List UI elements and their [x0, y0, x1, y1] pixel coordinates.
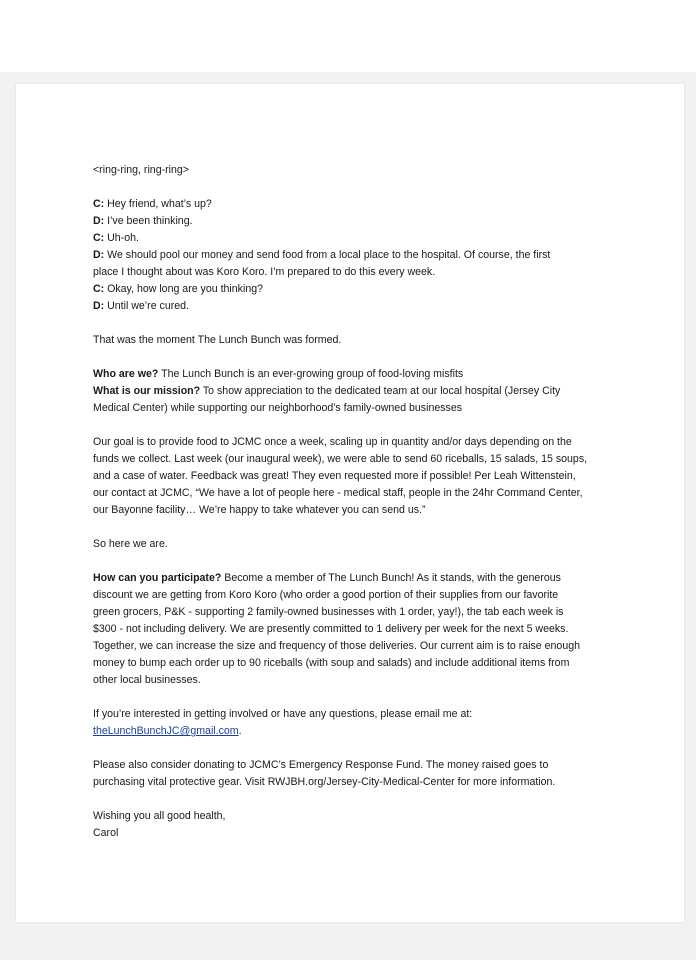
dialogue-line: D: Until we’re cured. — [93, 300, 189, 312]
paragraph-line: Please also consider donating to JCMC’s Emergency Response Fund. The money raised goes to — [93, 759, 549, 771]
paragraph-line: funds we collect. Last week (our inaugural week), we were able to send 60 riceballs, 15 salads, 15 soups, — [93, 453, 588, 465]
paragraph-line: green grocers, P&K - supporting 2 family-owned businesses with 1 order, yay!), the tab each week is — [93, 606, 564, 618]
goal-paragraph — [93, 434, 603, 519]
paragraph-line: our contact at JCMC, “We have a lot of people here - medical staff, people in the 24hr Command Center, — [93, 487, 583, 499]
paragraph-line: $300 - not including delivery. We are presently committed to 1 delivery per week for the next 5 weeks. — [93, 623, 569, 635]
paragraph-line: Our goal is to provide food to JCMC once a week, scaling up in quantity and/or days depending on the — [93, 436, 572, 448]
dialogue-line: D: We should pool our money and send food from a local place to the hospital. Of course, the first — [93, 249, 551, 261]
email-link[interactable]: theLunchBunchJC@gmail.com — [93, 725, 239, 737]
paragraph-line: purchasing vital protective gear. Visit RWJBH.org/Jersey-City-Medical-Center for more information. — [93, 776, 556, 788]
who-are-we: Who are we? The Lunch Bunch is an ever-growing group of food-loving misfits — [93, 368, 464, 380]
paragraph-line: our Bayonne facility… We’re happy to take whatever you can send us.” — [93, 504, 426, 516]
donate-paragraph — [93, 757, 603, 791]
dialogue-line: D: I’ve been thinking. — [93, 215, 193, 227]
dialogue — [93, 196, 603, 315]
email-line: theLunchBunchJC@gmail.com. — [93, 725, 242, 737]
dialogue-line: C: Hey friend, what’s up? — [93, 198, 212, 210]
paragraph-line: other local businesses. — [93, 674, 201, 686]
paragraph-line: money to bump each order up to 90 riceballs (with soup and salads) and include additional items from — [93, 657, 570, 669]
paragraph-line: and a case of water. Feedback was great! They even requested more if possible! Per Leah Wittenstein, — [93, 470, 576, 482]
here-we-are: So here we are. — [93, 538, 168, 550]
paragraph-line: discount we are getting from Koro Koro (who order a good portion of their supplies from our favorite — [93, 589, 559, 601]
contact-line: If you’re interested in getting involved or have any questions, please email me at: — [93, 708, 473, 720]
top-margin — [0, 0, 696, 72]
closing-line: Wishing you all good health, — [93, 810, 226, 822]
letter-body — [93, 162, 603, 842]
signature: Carol — [93, 827, 119, 839]
dialogue-line: place I thought about was Koro Koro. I’m prepared to do this every week. — [93, 266, 436, 278]
ring-line: <ring-ring, ring-ring> — [93, 164, 189, 176]
mission-line: What is our mission? To show appreciation to the dedicated team at our local hospital (Jersey City — [93, 385, 561, 397]
dialogue-line: C: Okay, how long are you thinking? — [93, 283, 263, 295]
mission-line: Medical Center) while supporting our neighborhood’s family-owned businesses — [93, 402, 463, 414]
paragraph-line: Together, we can increase the size and frequency of those deliveries. Our current aim is to raise enough — [93, 640, 580, 652]
participate-paragraph — [93, 570, 603, 689]
paragraph-line: How can you participate? Become a member of The Lunch Bunch! As it stands, with the generous — [93, 572, 561, 584]
dialogue-line: C: Uh-oh. — [93, 232, 139, 244]
formed-line: That was the moment The Lunch Bunch was formed. — [93, 334, 342, 346]
